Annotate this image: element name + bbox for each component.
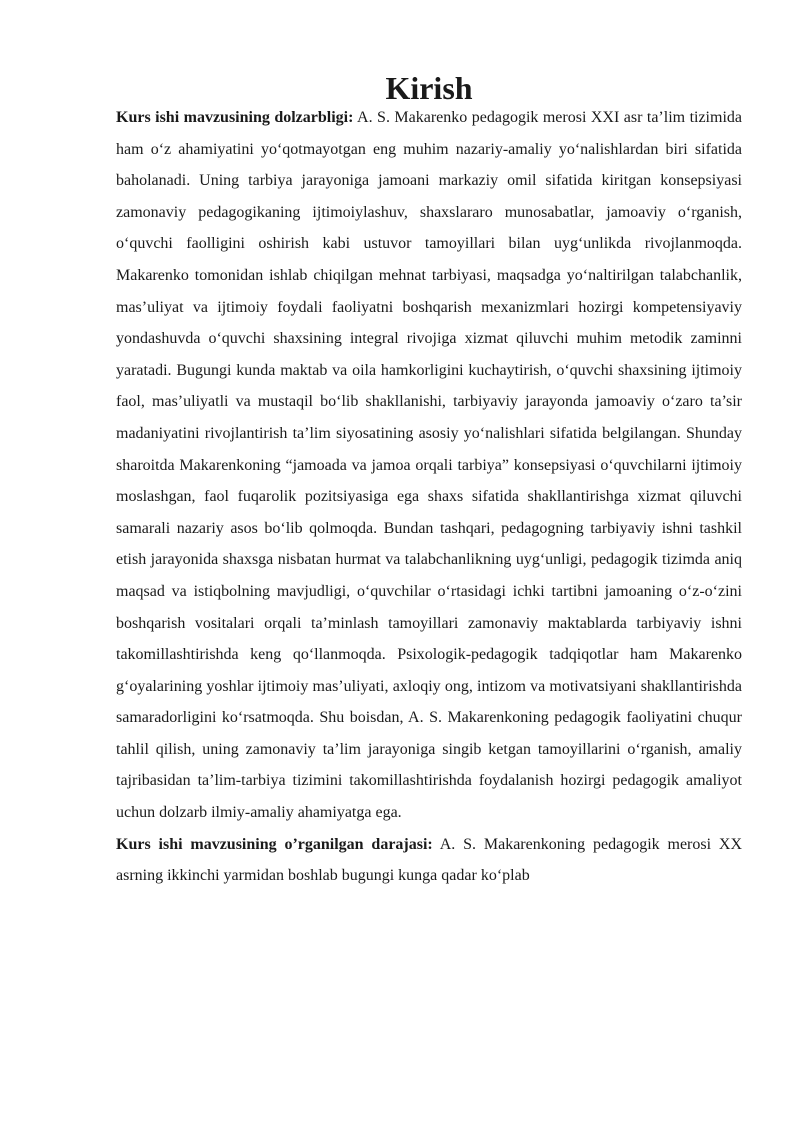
section-relevance (116, 102, 742, 829)
page-title: Kirish (385, 70, 473, 106)
document-page (116, 68, 742, 892)
section-relevance-text: A. S. Makarenko pedagogik merosi XXI asr ta’lim tizimida ham o‘z ahamiyatini yo‘qotmayotgan eng muhim nazariy-amaliy yo‘nalishlardan biri sifatida baholanadi. Uning tarbiya jarayoniga jamoani markaziy omil sifatida kiritgan konsepsiyasi zamonaviy pedagogikaning ijtimoiylashuv, shaxslararo munosabatlar, jamoaviy o‘rganish, o‘quvchi faolligini oshirish kabi ustuvor tamoyillari bilan uyg‘unlikda rivojlanmoqda. Makarenko tomonidan ishlab chiqilgan mehnat tarbiyasi, maqsadga yo‘naltirilgan talabchanlik, mas’uliyat va ijtimoiy foydali faoliyatni boshqarish mexanizmlari hozirgi kompetensiyaviy yondashuvda o‘quvchi shaxsining integral rivojiga xizmat qiluvchi muhim metodik zaminni yaratadi. Bugungi kunda maktab va oila hamkorligini kuchaytirish, o‘quvchi shaxsining ijtimoiy faol, mas’uliyatli va mustaqil bo‘lib shakllanishi, tarbiyaviy jarayonda jamoaviy o‘zaro ta’sir madaniyatini rivojlantirish ta’lim siyosatining asosiy yo‘nalishlari sifatida belgilangan. Shunday sharoitda Makarenkoning “jamoada va jamoa orqali tarbiya” konsepsiyasi o‘quvchilarni ijtimoiy moslashgan, faol fuqarolik pozitsiyasiga ega shaxs sifatida shakllantirishga xizmat qiluvchi samarali nazariy asos bo‘lib qolmoqda. Bundan tashqari, pedagogning tarbiyaviy ishni tashkil etish jarayonida shaxsga nisbatan hurmat va talabchanlikning uyg‘unligi, pedagogik tizimda aniq maqsad va istiqbolning mavjudligi, o‘quvchilar o‘rtasidagi ichki tartibni jamoaning o‘z-o‘zini boshqarish vositalari orqali ta’minlash tamoyillari zamonaviy maktablarda tarbiyaviy ishni takomillashtirishda keng qo‘llanmoqda. Psixologik-pedagogik tadqiqotlar ham Makarenko g‘oyalarining yoshlar ijtimoiy mas’uliyati, axloqiy ong, intizom va motivatsiyani shakllantirishda samaradorligini ko‘rsatmoqda. Shu boisdan, A. S. Makarenkoning pedagogik faoliyatini chuqur tahlil qilish, uning zamonaviy ta’lim jarayoniga singib ketgan tamoyillarini o‘rganish, amaliy tajribasidan ta’lim-tarbiya tizimini takomillashtirishda foydalanish hozirgi pedagogik amaliyot uchun dolzarb ilmiy-amaliy ahamiyatga ega. (116, 109, 742, 822)
section-study-level-heading: Kurs ishi mavzusining o’rganilgan darajasi: (116, 835, 433, 853)
section-relevance-heading: Kurs ishi mavzusining dolzarbligi: (116, 109, 354, 126)
section-study-level (116, 829, 742, 892)
section-study-level-text: A. S. Makarenkoning pedagogik merosi XX asrning ikkinchi yarmidan boshlab bugungi kunga qadar ko‘plab (116, 835, 742, 885)
